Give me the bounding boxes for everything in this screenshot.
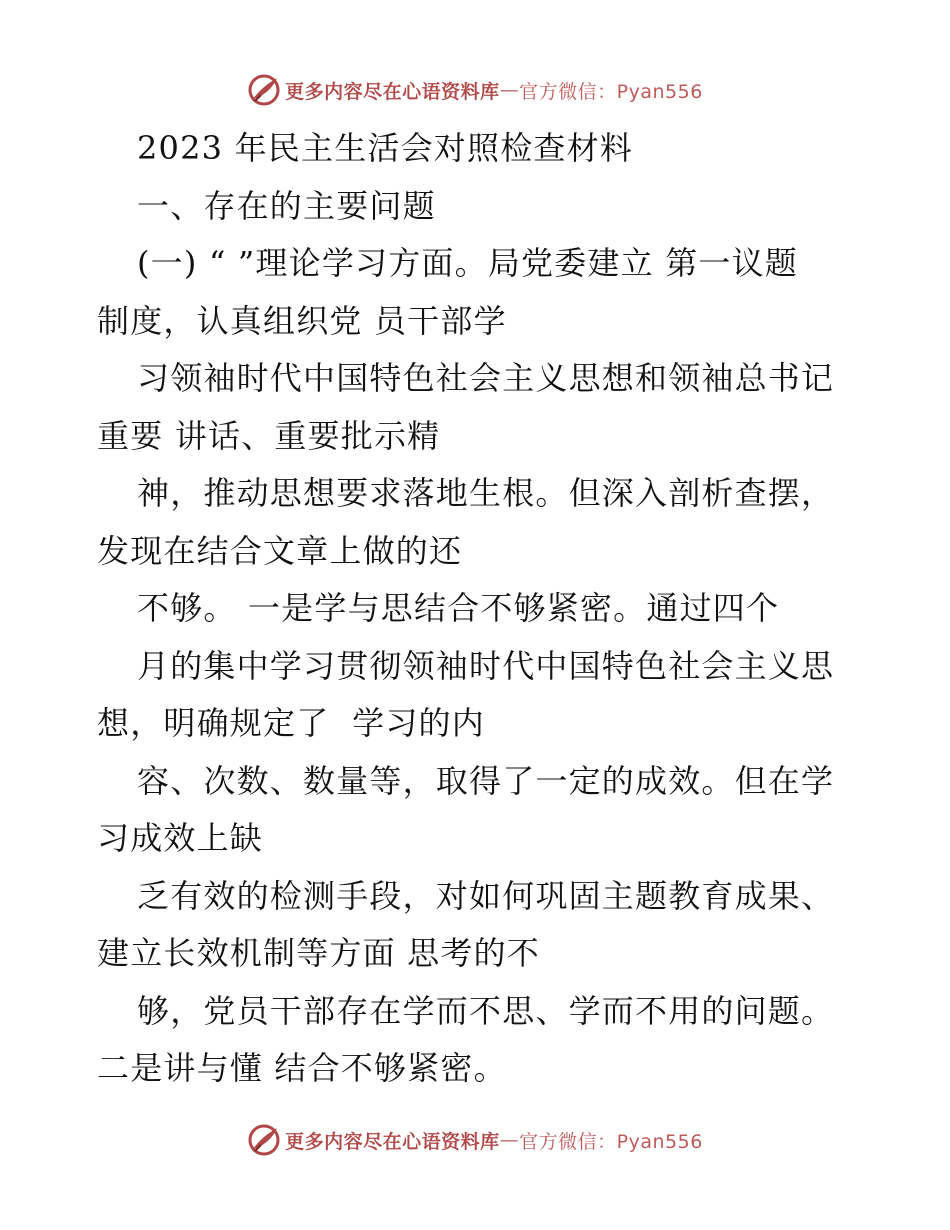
watermark-wechat: 官方微信：Pyan556: [519, 80, 703, 103]
document-line: 建立长效机制等方面 思考的不: [97, 934, 540, 972]
feather-pen-logo-icon: [247, 1123, 281, 1157]
document-line: (一) “ ”理论学习方面。局党委建立 第一议题: [137, 244, 799, 282]
document-body: [97, 120, 857, 1098]
document-line: 2023 年民主生活会对照检查材料: [137, 129, 634, 167]
watermark-text: 更多内容尽在心语资料库: [285, 80, 500, 103]
document-line: 神，推动思想要求落地生根。但深入剖析查摆，: [137, 474, 835, 512]
watermark-text: 更多内容尽在心语资料库: [285, 1130, 500, 1153]
document-line: 想，明确规定了 学习的内: [97, 704, 485, 742]
document-line: 月的集中学习贯彻领袖时代中国特色社会主义思: [137, 646, 835, 685]
footer-watermark: [0, 1120, 950, 1160]
document-line: 重要 讲话、重要批示精: [97, 416, 441, 455]
document-line: 发现在结合文章上做的还: [97, 531, 463, 570]
document-line: 够，党员干部存在学而不思、学而不用的问题。: [137, 991, 835, 1030]
header-watermark: [0, 70, 950, 110]
document-line: 二是讲与懂 结合不够紧密。: [97, 1049, 507, 1087]
document-line: 制度，认真组织党 员干部学: [97, 301, 507, 340]
document-line: 习成效上缺: [97, 819, 264, 857]
feather-pen-logo-icon: [247, 73, 281, 107]
watermark-dash: —: [499, 79, 520, 101]
document-line: 一、存在的主要问题: [137, 186, 436, 225]
document-line: 习领袖时代中国特色社会主义思想和领袖总书记: [137, 359, 835, 397]
watermark-wechat: 官方微信：Pyan556: [519, 1130, 703, 1153]
document-line: 不够。 一是学与思结合不够紧密。通过四个: [137, 589, 780, 627]
watermark-dash: —: [499, 1129, 520, 1151]
document-line: 乏有效的检测手段，对如何巩固主题教育成果、: [137, 876, 835, 915]
document-line: 容、次数、数量等，取得了一定的成效。但在学: [137, 761, 835, 800]
